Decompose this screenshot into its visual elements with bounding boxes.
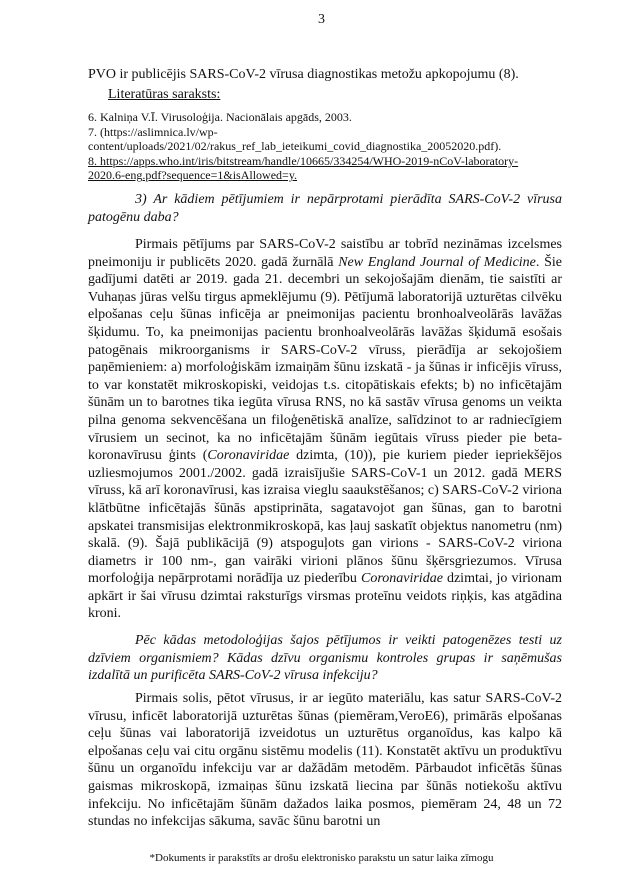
para1-text-b: . Šie gadījumi datēti ar 2019. gada 21. decembri un sekojošajām dienām, tie saistīti ar Vuhaņas jūras velšu tirgus apmeklējumu (9). Pētījumā laboratorijā uzturētas cilvēku elpošanas ceļu šūnas inficēja ar pneimonijas pacientu bronhoalveolārās lavāžas šķidumu. To, ka pneimonijas pacientu bronhoalveolārās lavāžas šķidumā esošais patogēnais mikroorganisms ir SARS-CoV-2 vīruss, pierādīja ar sekojošiem paņēmieniem: a) morfoloģiskām izmaiņām šūnu izskatā - ja šūnas ir inficējis vīruss, to var konstatēt mikroskopiski, veidojas t.s. citopātiskais efekts; b) no inficētajām šūnām un to barotnes tika iegūta vīrusa RNS, no kā sastāv vīrusa genoms un veikta pilna genoma sekvencēšana un filoģenētiskā analīze, salīdzinot to ar radniecīgiem vīrusiem un secinot, ka no inficētajām šūnām iegūtais vīruss pieder pie beta-koronavīrusu ģints ( <box>88 254 563 464</box>
paragraph-2: Pirmais solis, pētot vīrusus, ir ar iegūto materiālu, kas satur SARS-CoV-2 vīrusu, inficēt laboratorijā uzturētas šūnas (piemēram,VeroE6), primārās elpošanas ceļu šūnas vai laboratorijā izveidotus un uzturētus organoīdus, kas kalpo kā elpošanas ceļu vai citu orgānu sistēmu modelis (11). Konstatēt aktīvu un produktīvu šūnu un organoīdu infekciju var ar dažādām metodēm. Pārbaudot inficētās šūnas gaismas mikroskopā, izmaiņas šūnu izskatā liecina par šūnās notiekošu aktīvu infekciju. No inficētajām šūnām dažados laika posmos, piemēram 24, 48 un 72 stundas no infekcijas sākuma, savāc šūnu barotni un <box>88 691 562 830</box>
family-name: Coronaviridae <box>360 571 443 587</box>
reference-7: 7. (https://aslimnica.lv/wp- <box>88 124 218 139</box>
question-methods: Pēc kādas metodoloģijas šajos pētījumos ir veikti patogenēzes testi uz dzīviem organismiem? Kādas dzīvu organismu kontroles grupas ir saņēmušas izdalītā un purificēta SARS-CoV-2 vīrusa infekciju? <box>88 633 562 684</box>
page-number: 3 <box>318 12 325 27</box>
reference-8-link-cont[interactable]: 2020.6-eng.pdf?sequence=1&isAllowed=y. <box>88 168 298 183</box>
reference-8-link[interactable]: 8. https://apps.who.int/iris/bitstream/handle/10665/334254/WHO-2019-nCoV-laboratory- <box>88 153 519 168</box>
reference-7-cont: content/uploads/2021/02/rakus_ref_lab_ieteikumi_covid_diagnostika_20052020.pdf). <box>88 139 502 154</box>
intro-line: PVO ir publicējis SARS-CoV-2 vīrusa diagnostikas metožu apkopojumu (8). <box>88 67 519 82</box>
references-list <box>88 110 562 183</box>
para1-text-c: dzimta, (10)), pie kuriem pieder iepriekšējos uzliesmojumos 2001./2002. gadā izraisījušie SARS-CoV-1 un 2012. gadā MERS vīruss, kā arī koronavīrusi, kas izraisa vieglu saaukstēšanos; c) SARS-CoV-2 viriona klātbūtne inficētajās šūnās apstiprināta, sagatavojot gan šūnas, gan to barotni apskatei transmisijas elektronmikroskopā, kas ļauj saskatīt objektus nanometru (nm) skalā. (9). Šajā publikācijā (9) atspoguļots gan virions - SARS-CoV-2 viriona diametrs ir 100 nm-, gan vairāki virioni plānos šūnu šķērsgriezumos. Vīrusa morfoloģija nepārprotami norādīja uz piederību <box>88 448 562 587</box>
literature-heading: Literatūras saraksts: <box>108 87 221 102</box>
para1-text-a: Pirmais pētījums par SARS-CoV-2 saistību ar tobrīd nezināmas izcelsmes pneimoniju ir publicēts 2020. gadā žurnālā <box>88 237 562 270</box>
journal-name: New England Journal of Medicine <box>338 254 536 270</box>
para1-text-d: dzimtai, jo virionam apkārt ir šai vīrusu dzimtai raksturīgs virsmas proteīnu veidots riņķis, kas atgādina kroni. <box>88 571 563 622</box>
genus-name: Coronaviridae <box>207 448 290 464</box>
question-3: 3) Ar kādiem pētījumiem ir nepārprotami pierādīta SARS-CoV-2 vīrusa patogēnu daba? <box>88 192 562 225</box>
footnote-signature: *Dokuments ir parakstīts ar drošu elektronisko parakstu un satur laika zīmogu <box>149 852 494 864</box>
paragraph-1 <box>88 236 562 623</box>
reference-6: 6. Kalniņa V.Ī. Virusoloģija. Nacionālais apgāds, 2003. <box>88 110 352 124</box>
